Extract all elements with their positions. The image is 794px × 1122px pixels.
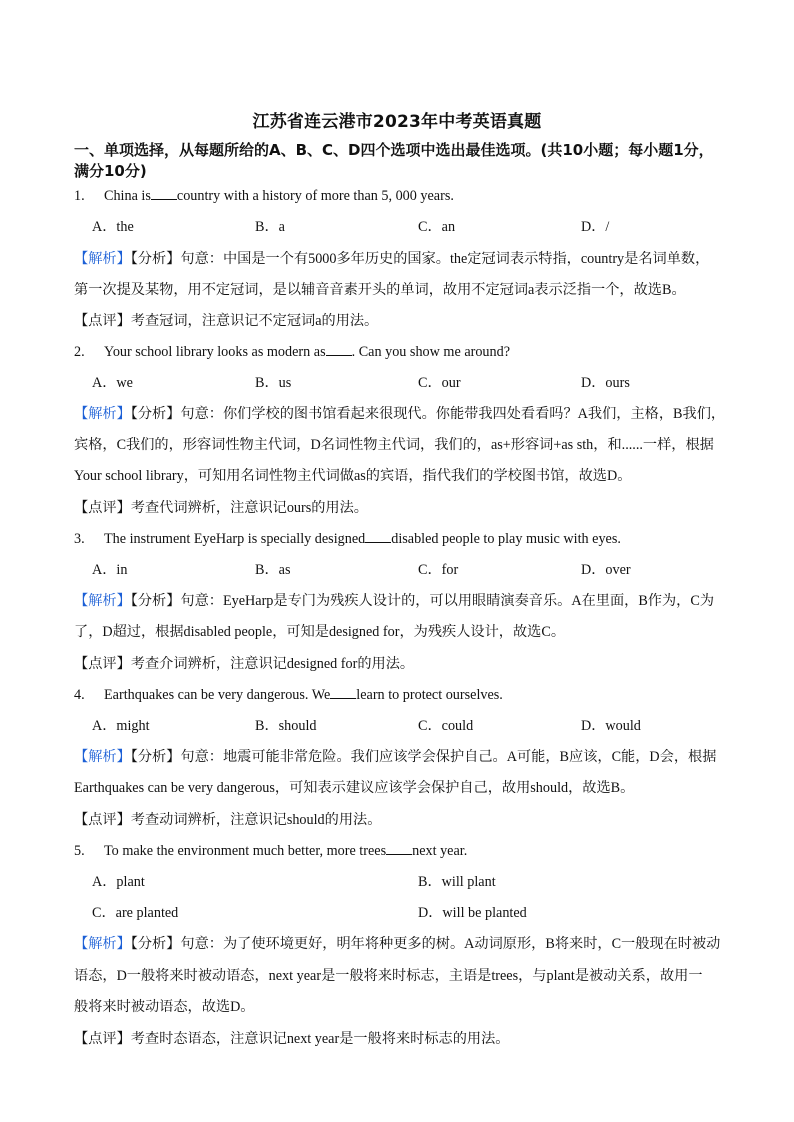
question-1-option-a: A．the bbox=[92, 219, 134, 235]
analysis-tag: 【解析】 bbox=[74, 749, 131, 765]
question-3-analysis-line-1 bbox=[74, 591, 754, 611]
question-1-analysis-line-2: 第一次提及某物，用不定冠词，是以辅音音素开头的单词，故用不定冠词a表示泛指一个，故选B。 bbox=[74, 282, 686, 298]
question-5-option-b: B．will plant bbox=[418, 874, 496, 890]
question-1-option-b: B．a bbox=[255, 219, 285, 235]
question-2-option-b: B．us bbox=[255, 375, 292, 391]
stem-before: To make the environment much better, more trees bbox=[104, 843, 387, 859]
question-number: 1. bbox=[74, 188, 85, 204]
analysis-text: 【分析】句意：为了使环境更好，明年将种更多的树。A动词原形，B将来时，C一般现在时被动 bbox=[130, 936, 721, 952]
question-4-option-a: A．might bbox=[92, 718, 150, 734]
analysis-text: 【分析】句意：你们学校的图书馆看起来很现代。你能带我四处看看吗？A我们，主格，B我们， bbox=[130, 406, 726, 422]
answer-blank bbox=[151, 187, 177, 200]
section-heading bbox=[74, 140, 754, 182]
answer-blank bbox=[365, 530, 391, 543]
question-3-analysis-line-2: 了，D超过，根据disabled people，可知是designed for，为残疾人设计，故选C。 bbox=[74, 624, 566, 640]
analysis-tag: 【解析】 bbox=[74, 406, 131, 422]
section-heading-line-2: 满分10分) bbox=[74, 162, 147, 180]
stem-before: Earthquakes can be very dangerous. We bbox=[104, 687, 331, 703]
question-4-option-c: C．could bbox=[418, 718, 474, 734]
question-5-stem bbox=[74, 841, 784, 861]
question-5-option-c: C．are planted bbox=[92, 905, 179, 921]
analysis-text: 【分析】句意：EyeHarp是专门为残疾人设计的，可以用眼睛演奏音乐。A在里面，B作为，C为 bbox=[130, 593, 715, 609]
question-number: 2. bbox=[74, 344, 85, 360]
question-5-option-d: D．will be planted bbox=[418, 905, 527, 921]
question-2-comment: 【点评】考查代词辨析，注意识记ours的用法。 bbox=[74, 500, 368, 516]
page-title: 江苏省连云港市2023年中考英语真题 bbox=[252, 112, 542, 132]
question-5-analysis-line-2: 语态，D一般将来时被动语态，next year是一般将来时标志，主语是trees，与plant是被动关系，故用一 bbox=[74, 968, 703, 984]
stem-after: . Can you show me around? bbox=[351, 344, 511, 360]
question-number: 3. bbox=[74, 531, 85, 547]
answer-blank bbox=[330, 686, 356, 699]
question-4-analysis-line-2: Earthquakes can be very dangerous，可知表示建议应该学会保护自己，故用should，故选B。 bbox=[74, 780, 635, 796]
question-3-option-c: C．for bbox=[418, 562, 459, 578]
question-4-option-d: D．would bbox=[581, 718, 641, 734]
stem-before: Your school library looks as modern as bbox=[104, 344, 326, 360]
answer-blank bbox=[326, 343, 352, 356]
question-2-option-d: D．ours bbox=[581, 375, 630, 391]
section-heading-line-1: 一、单项选择，从每题所给的A、B、C、D四个选项中选出最佳选项。(共10小题；每小题1分， bbox=[74, 141, 714, 159]
question-2-analysis-line-2: 宾格，C我们的，形容词性物主代词，D名词性物主代词，我们的，as+形容词+as sth，和......一样，根据 bbox=[74, 437, 714, 453]
answer-blank bbox=[386, 842, 412, 855]
stem-after: disabled people to play music with eyes. bbox=[391, 531, 621, 547]
question-2-option-c: C．our bbox=[418, 375, 461, 391]
question-1-option-d: D．/ bbox=[581, 219, 610, 235]
question-1-comment: 【点评】考查冠词，注意识记不定冠词a的用法。 bbox=[74, 313, 379, 329]
question-3-stem bbox=[74, 529, 784, 549]
stem-after: learn to protect ourselves. bbox=[356, 687, 503, 703]
question-5-comment: 【点评】考查时态语态，注意识记next year是一般将来时标志的用法。 bbox=[74, 1031, 510, 1047]
question-1-stem bbox=[74, 186, 784, 206]
question-4-comment: 【点评】考查动词辨析，注意识记should的用法。 bbox=[74, 812, 382, 828]
analysis-tag: 【解析】 bbox=[74, 251, 131, 267]
question-1-analysis-line-1 bbox=[74, 249, 754, 269]
analysis-tag: 【解析】 bbox=[74, 593, 131, 609]
stem-before: The instrument EyeHarp is specially designed bbox=[104, 531, 366, 547]
question-2-stem bbox=[74, 342, 784, 362]
question-number: 5. bbox=[74, 843, 85, 859]
analysis-text: 【分析】句意：中国是一个有5000多年历史的国家。the定冠词表示特指，country是名词单数， bbox=[130, 251, 710, 267]
question-number: 4. bbox=[74, 687, 85, 703]
stem-before: China is bbox=[104, 188, 151, 204]
question-3-option-d: D．over bbox=[581, 562, 631, 578]
question-2-option-a: A．we bbox=[92, 375, 133, 391]
question-5-option-a: A．plant bbox=[92, 874, 145, 890]
question-5-analysis-line-1 bbox=[74, 934, 754, 954]
stem-after: country with a history of more than 5, 000 years. bbox=[176, 188, 454, 204]
question-4-option-b: B．should bbox=[255, 718, 317, 734]
question-1-option-c: C．an bbox=[418, 219, 456, 235]
stem-after: next year. bbox=[412, 843, 468, 859]
question-3-option-a: A．in bbox=[92, 562, 128, 578]
question-4-stem bbox=[74, 685, 784, 705]
question-2-analysis-line-3: Your school library，可知用名词性物主代词做as的宾语，指代我们的学校图书馆，故选D。 bbox=[74, 468, 632, 484]
analysis-text: 【分析】句意：地震可能非常危险。我们应该学会保护自己。A可能，B应该，C能，D会，根据 bbox=[130, 749, 717, 765]
analysis-tag: 【解析】 bbox=[74, 936, 131, 952]
question-4-analysis-line-1 bbox=[74, 747, 754, 767]
question-5-analysis-line-3: 般将来时被动语态，故选D。 bbox=[74, 999, 255, 1015]
question-3-comment: 【点评】考查介词辨析，注意识记designed for的用法。 bbox=[74, 656, 415, 672]
question-3-option-b: B．as bbox=[255, 562, 291, 578]
question-2-analysis-line-1 bbox=[74, 404, 754, 424]
